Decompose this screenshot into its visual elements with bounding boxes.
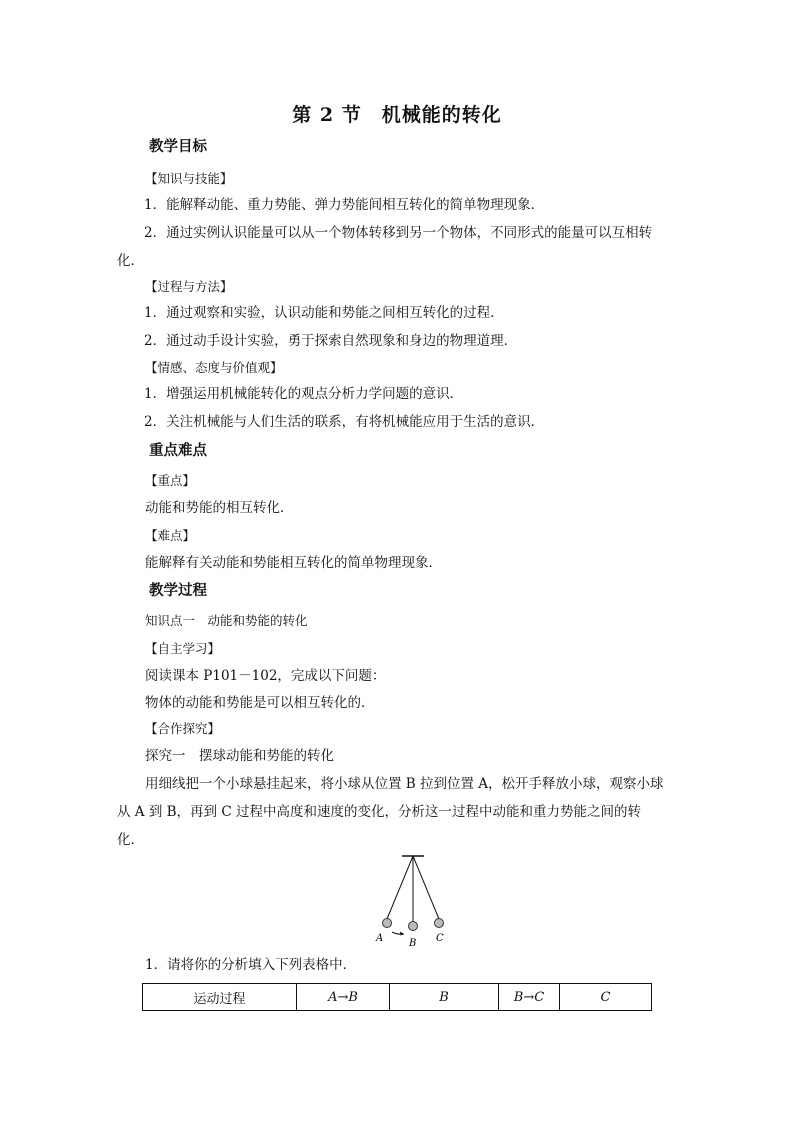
attitude-item-1: 1．增强运用机械能转化的观点分析力学问题的意识．: [144, 386, 464, 402]
attitude-item-2: 2．关注机械能与人们生活的联系，有将机械能应用于生活的意识．: [144, 414, 545, 430]
label-a: A: [376, 933, 384, 944]
knowledge-item-1: 1．能解释动能、重力势能、弹力势能间相互转化的简单物理现象．: [144, 197, 545, 213]
difficulty-label: 【难点】: [145, 528, 196, 543]
table-cell-motion-process: 运动过程: [143, 984, 297, 1011]
table-cell-b-to-c: B→C: [499, 984, 560, 1011]
process-methods-label: 【过程与方法】: [145, 279, 233, 294]
teaching-process-heading: 教学过程: [149, 582, 207, 599]
inquiry-paragraph-line-2: 从 A 到 B，再到 C 过程中高度和速度的变化，分析这一过程中动能和重力势能之间的转: [117, 804, 641, 820]
knowledge-item-2-continued: 化．: [117, 253, 144, 269]
ball-position-a: [383, 919, 392, 928]
focus-label: 【重点】: [145, 473, 196, 488]
table-cell-a-to-b: A→B: [297, 984, 390, 1011]
cooperative-inquiry-label: 【合作探究】: [145, 721, 221, 736]
pendulum-figure: [366, 852, 456, 952]
ball-position-c: [435, 919, 444, 928]
attitude-values-label: 【情感、态度与价值观】: [145, 360, 283, 375]
table-row: [143, 984, 652, 1011]
table-cell-c: C: [560, 984, 652, 1011]
pendulum-string-a: [387, 856, 413, 919]
table-instruction: 1．请将你的分析填入下列表格中．: [145, 957, 357, 973]
process-item-1: 1．通过观察和实验，认识动能和势能之间相互转化的过程．: [144, 305, 504, 321]
motion-arrowhead: [400, 932, 404, 936]
label-c: C: [436, 933, 444, 944]
knowledge-item-2: 2．通过实例认识能量可以从一个物体转移到另一个物体，不同形式的能量可以互相转: [144, 225, 653, 241]
label-b: B: [409, 938, 417, 949]
page-title: 第 2 节 机械能的转化: [292, 104, 502, 126]
self-study-line-1: 阅读课本 P101－102，完成以下问题：: [145, 668, 386, 684]
teaching-goals-heading: 教学目标: [149, 138, 207, 155]
ball-position-b: [409, 922, 418, 931]
self-study-label: 【自主学习】: [145, 641, 221, 656]
knowledge-point-title: 知识点一 动能和势能的转化: [145, 613, 308, 628]
focus-text: 动能和势能的相互转化．: [145, 500, 294, 516]
pendulum-string-c: [413, 856, 439, 919]
difficulty-text: 能解释有关动能和势能相互转化的简单物理现象．: [145, 555, 442, 571]
process-item-2: 2．通过动手设计实验，勇于探索自然现象和身边的物理道理．: [144, 333, 518, 349]
key-points-heading: 重点难点: [149, 442, 207, 459]
table-cell-b: B: [390, 984, 499, 1011]
inquiry-paragraph-line-3: 化．: [117, 832, 144, 848]
analysis-table: [142, 983, 652, 1011]
inquiry-paragraph-line-1: 用细线把一个小球悬挂起来，将小球从位置 B 拉到位置 A，松开手释放小球，观察小球: [145, 776, 664, 792]
self-study-line-2: 物体的动能和势能是可以相互转化的．: [145, 695, 375, 711]
knowledge-skills-label: 【知识与技能】: [145, 171, 233, 186]
inquiry-title: 探究一 摆球动能和势能的转化: [145, 748, 334, 764]
